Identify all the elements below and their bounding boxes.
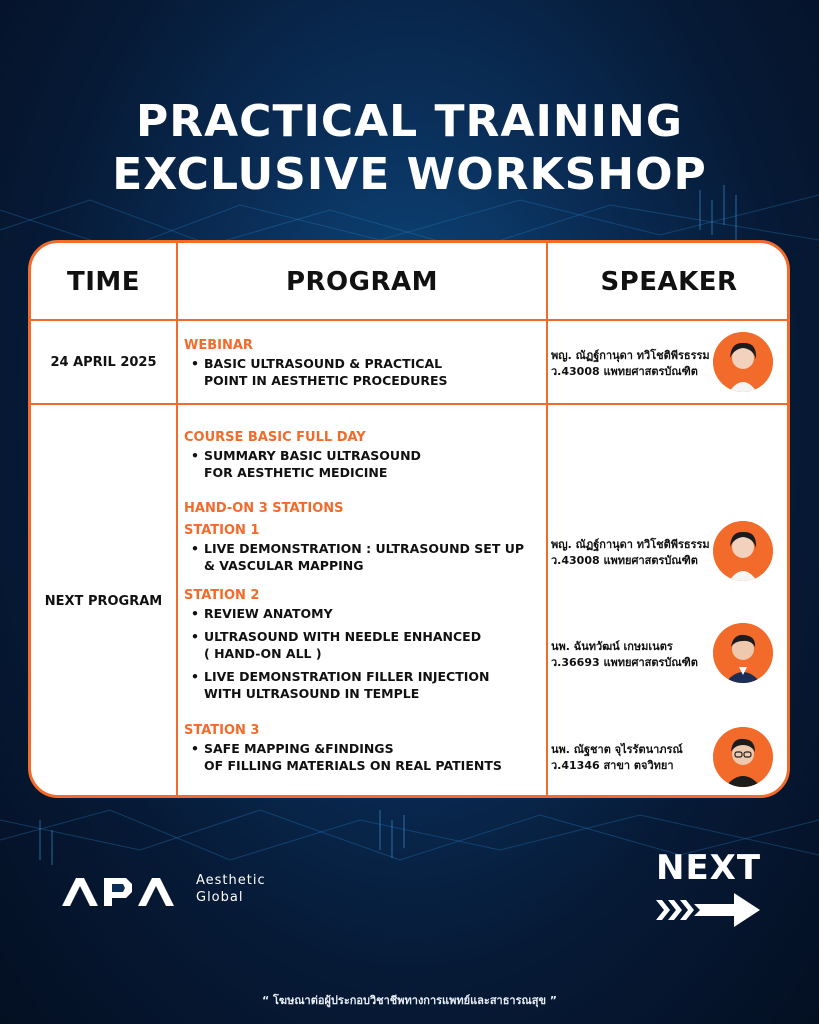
section-webinar: WEBINAR <box>184 338 253 353</box>
bullet-text: ( HAND-ON ALL ) <box>204 646 322 661</box>
list-item <box>184 605 544 622</box>
speaker-name: พญ. ณัฏฐ์กานุดา ทวิโชติพีรธรรม <box>551 538 710 551</box>
speaker-name: นพ. ฉันทวัฒน์ เกษมเนตร <box>551 640 673 653</box>
section-station-2: STATION 2 <box>184 588 260 603</box>
bullet-text: POINT IN AESTHETIC PROCEDURES <box>204 373 448 388</box>
speaker-2 <box>551 537 710 569</box>
speaker-4 <box>551 742 683 774</box>
speaker-name: พญ. ณัฏฐ์กานุดา ทวิโชติพีรธรรม <box>551 349 710 362</box>
section-station-1: STATION 1 <box>184 523 260 538</box>
title-line-1: PRACTICAL TRAINING <box>135 96 683 147</box>
bullet-text: OF FILLING MATERIALS ON REAL PATIENTS <box>204 758 502 773</box>
bullet-text: FOR AESTHETIC MEDICINE <box>204 465 388 480</box>
speaker-3 <box>551 639 698 671</box>
logo-text-line-2: Global <box>196 890 244 905</box>
list-item <box>184 628 544 662</box>
row2-program <box>184 430 544 774</box>
list-item <box>184 540 544 574</box>
column-divider <box>546 243 548 795</box>
bullet-text: • ULTRASOUND WITH NEEDLE ENHANCED <box>204 629 482 644</box>
list-item <box>184 447 544 481</box>
logo-text-line-1: Aesthetic <box>196 873 266 888</box>
section-course: COURSE BASIC FULL DAY <box>184 430 366 445</box>
header-time: TIME <box>66 267 141 297</box>
list-item <box>184 740 544 774</box>
speaker-title: ว.43008 แพทยศาสตรบัณฑิต <box>551 554 698 567</box>
next-label[interactable]: NEXT <box>656 848 762 888</box>
header-speaker: SPEAKER <box>600 267 738 297</box>
bullet-text: • LIVE DEMONSTRATION : ULTRASOUND SET UP <box>204 541 525 556</box>
bullet-text: WITH ULTRASOUND IN TEMPLE <box>204 686 420 701</box>
bullet-text: • SAFE MAPPING &FINDINGS <box>204 741 394 756</box>
row1-time: 24 APRIL 2025 <box>50 354 157 370</box>
list-item <box>184 668 544 702</box>
title-line-2: EXCLUSIVE WORKSHOP <box>112 149 707 200</box>
avatar <box>713 521 773 581</box>
next-arrow-icon[interactable] <box>656 890 760 930</box>
avatar <box>713 623 773 683</box>
footer-disclaimer: “ โฆษณาต่อผู้ประกอบวิชาชีพทางการแพทย์และสาธารณสุข ” <box>261 994 558 1007</box>
section-handon: HAND-ON 3 STATIONS <box>184 501 344 516</box>
bullet-text: & VASCULAR MAPPING <box>204 558 364 573</box>
list-item <box>184 355 544 389</box>
avatar <box>713 332 773 392</box>
section-station-3: STATION 3 <box>184 723 260 738</box>
bullet-text: • REVIEW ANATOMY <box>204 606 333 621</box>
speaker-title: ว.41346 สาขา ตจวิทยา <box>551 759 674 772</box>
speaker-name: นพ. ณัฐชาต จุไรรัตนาภรณ์ <box>551 743 683 756</box>
speaker-title: ว.43008 แพทยศาสตรบัณฑิต <box>551 365 698 378</box>
apa-logo <box>60 872 280 912</box>
bullet-text: • SUMMARY BASIC ULTRASOUND <box>204 448 421 463</box>
row2-time: NEXT PROGRAM <box>44 594 163 609</box>
schedule-table <box>28 240 790 798</box>
header-program: PROGRAM <box>285 267 439 297</box>
speaker-1 <box>551 348 710 380</box>
avatar <box>713 727 773 787</box>
speaker-title: ว.36693 แพทยศาสตรบัณฑิต <box>551 656 698 669</box>
bullet-text: • LIVE DEMONSTRATION FILLER INJECTION <box>204 669 490 684</box>
row1-program <box>184 338 544 389</box>
apa-logo-mark <box>60 872 190 912</box>
bullet-text: • BASIC ULTRASOUND & PRACTICAL <box>204 356 443 371</box>
column-divider <box>176 243 178 795</box>
